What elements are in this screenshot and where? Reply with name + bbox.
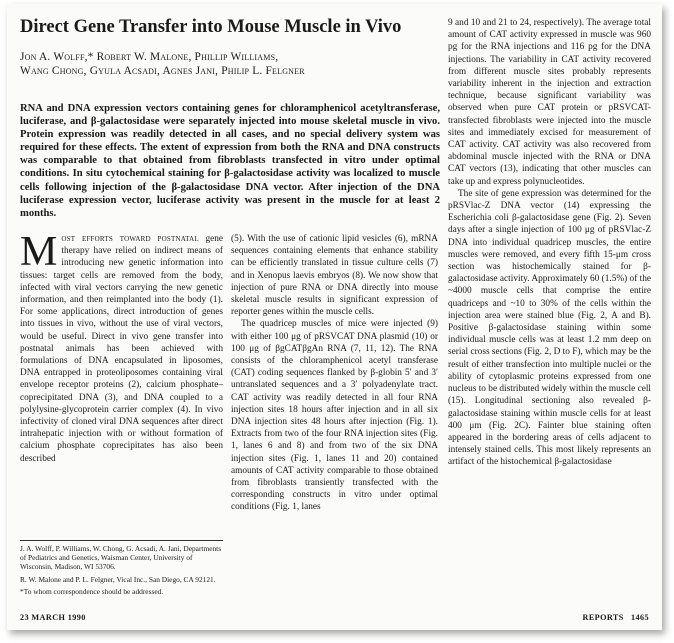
- author-list: [20, 50, 440, 78]
- issue-date: 23 MARCH 1990: [20, 613, 86, 622]
- body-column-1: [20, 233, 223, 533]
- body-column-2: [231, 233, 438, 611]
- correspondence-footnote: *To whom correspondence should be addressed.: [20, 586, 164, 596]
- column-1-text: gene therapy have relied on indirect means of introducing new genetic information into tissues: target cells are removed from the body, infected with viral vectors carrying the new genetic information, and then reimplanted into the body (1). For some applications, direct introduction of genes into tissues in vivo, without the use of viral vectors, would be useful. Direct in vivo gene transfer into postnatal animals has been achieved with formulations of DNA encapsulated in liposomes, DNA entrapped in proteoliposomes containing viral envelope receptor proteins (2), calcium phosphate–coprecipitated DNA (3), and DNA coupled to a polylysine-glycoprotein carrier complex (4). In vivo infectivity of cloned viral DNA sequences after direct intrahepatic injection with or without formation of calcium phosphate coprecipitates has also been described: [20, 234, 223, 464]
- journal-page: [7, 4, 662, 630]
- affiliation-footnote-1: J. A. Wolff, P. Williams, W. Chong, G. Acsadi, A. Jani, Departments of Pediatrics and Genetics, Waisman Center, University of Wisconsin, Madison, WI 53706.: [20, 544, 222, 572]
- column-3-paragraph-1: 9 and 10 and 21 to 24, respectively). The average total amount of CAT activity expressed in muscle was 960 pg for the RNA injections and 116 pg for the DNA injections. The variability in CAT activity recovered from different muscle sites probably represents variability inherent in the injection and extraction technique, because significant variability was observed when pure CAT protein or pRSVCAT-transfected fibroblasts were injected into the muscle sites and immediately excised for measurement of CAT activity. CAT activity was also recovered from abdominal muscle injected with the RNA or DNA CAT vectors (13), indicating that other muscles can take up and express polynucleotides.: [448, 18, 651, 187]
- affiliation-footnote-2: R. W. Malone and P. L. Felgner, Vical Inc., San Diego, CA 92121.: [20, 574, 216, 584]
- author-line-1: Jon A. Wolff,* Robert W. Malone, Phillip Williams,: [20, 51, 279, 63]
- small-caps-lead: ost efforts toward postnatal: [61, 234, 199, 244]
- column-2-paragraph-1: (5). With the use of cationic lipid vesicles (6), mRNA sequences containing elements that enhance stability can be efficiently translated in tissue culture cells (7) and in Xenopus laevis embryos (8). We now show that injection of pure RNA or DNA directly into mouse skeletal muscle results in significant expression of reporter genes within the muscle cells.: [231, 234, 438, 318]
- column-3-paragraph-2: The site of gene expression was determined for the pRSVlac-Z DNA vector (14) expressing the Escherichia coli β-galactosidase gene (Fig. 2). Seven days after a single injection of 100 μg of pRSVlac-Z DNA into individual quadricep muscles, the entire muscles were removed, and every fifth 15-μm cross section was histochemically stained for β-galactosidase activity. Approximately 60 (1.5%) of the ~4000 muscle cells that comprise the entire quadriceps and ~10 to 30% of the cells within the injection area were stained blue (Fig. 2, A and B). Positive β-galactosidase staining within some individual muscle cells was at least 1.2 mm deep on serial cross sections (Fig. 2, D to F), which may be the result of either transfection into multiple nuclei or the ability of cytoplasmic proteins expressed from one nucleus to be distributed widely within the muscle cell (15). Longitudinal sectioning also revealed β-galactosidase staining within muscle cells for at least 400 μm (Fig. 2C). Fainter blue staining often appeared in the bordering areas of cells adjacent to intensely stained cells. This most likely represents an artifact of the histochemical β-galactosidase: [448, 188, 651, 468]
- intro-paragraph: [20, 233, 223, 465]
- author-line-2: Wang Chong, Gyula Acsadi, Agnes Jani, Philip L. Felgner: [20, 65, 305, 77]
- column-2-paragraph-2: The quadricep muscles of mice were injected (9) with either 100 μg of pRSVCAT DNA plasmid (10) or 100 μg of βgCATβgAn RNA (7, 11, 12). The RNA consists of the chloramphenicol acetyl transferase (CAT) coding sequences flanked by β-globin 5′ and 3′ untranslated sequences and a 3′ polyadenylate tract. CAT activity was readily detected in all four RNA injection sites 18 hours after injection and in all six DNA injection sites 48 hours after injection (Fig. 1). Extracts from two of the four RNA injection sites (Fig. 1, lanes 6 and 8) and from two of the six DNA injection sites (Fig. 1, lanes 11 and 20) contained amounts of CAT activity comparable to those obtained from fibroblasts transiently transfected with the corresponding constructs in vitro under optimal conditions (Fig. 1, lanes: [231, 319, 438, 513]
- article-title: Direct Gene Transfer into Mouse Muscle in Vivo: [20, 17, 402, 37]
- drop-cap: M: [20, 233, 58, 275]
- section-page-number: REPORTS 1465: [582, 613, 649, 622]
- body-column-3: [448, 17, 651, 612]
- abstract: RNA and DNA expression vectors containing genes for chloramphenicol acetyltransferase, luciferase, and β-galactosidase were separately injected into mouse skeletal muscle in vivo. Protein expression was readily detected in all cases, and no special delivery system was required for these effects. The extent of expression from both the RNA and DNA constructs was comparable to that obtained from fibroblasts transfected in vitro under optimal conditions. In situ cytochemical staining for β-galactosidase activity was localized to muscle cells following injection of the β-galactosidase DNA vector. After injection of the DNA luciferase expression vector, luciferase activity was present in the muscle for at least 2 months.: [20, 103, 440, 219]
- footnotes: [20, 540, 223, 599]
